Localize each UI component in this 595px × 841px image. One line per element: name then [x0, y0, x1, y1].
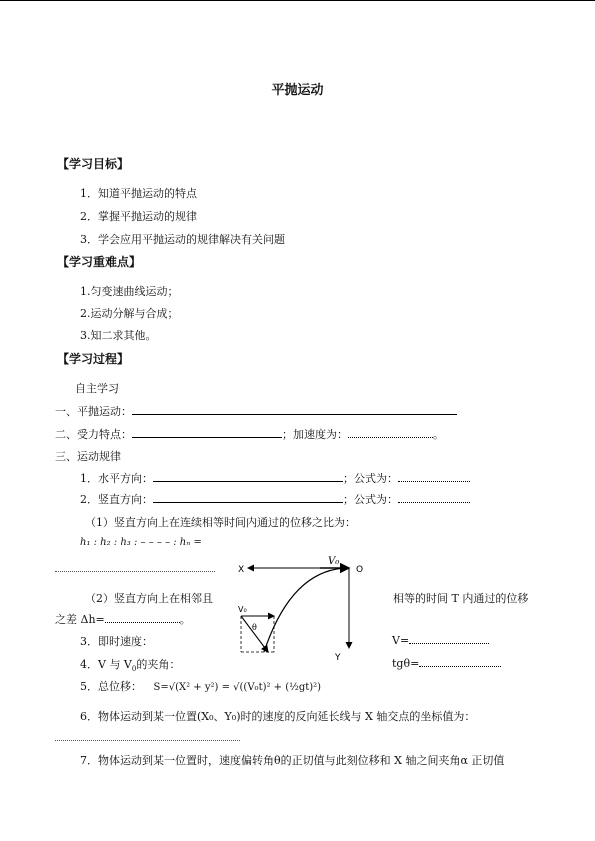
adjacent-question-b: 相等的时间 T 内通过的位移 — [393, 592, 529, 605]
ratio-question: （1）竖直方向上在连续相等时间内通过的位移之比为： — [85, 516, 356, 529]
angle-subscript: 0 — [131, 665, 137, 674]
tg-equals: tgθ= — [392, 657, 420, 670]
ratio-formula: h₁ : h₂ : h₃ : – – – – : hₙ = — [80, 537, 202, 548]
tan-answer — [392, 656, 501, 670]
period: 。 — [179, 613, 191, 626]
answer-blank[interactable] — [105, 612, 180, 623]
adjacent-question-c — [55, 611, 191, 627]
goal-item: 1．知道平抛运动的特点 — [80, 187, 197, 200]
question-2 — [55, 426, 444, 442]
section-process-heading: 【学习过程】 — [57, 352, 130, 366]
answer-blank[interactable] — [153, 492, 343, 503]
question-6: 6．物体运动到某一位置(X₀、Y₀)时的速度的反向延长线与 X 轴交点的坐标值为： — [80, 710, 476, 723]
goal-item: 2．掌握平抛运动的规律 — [80, 210, 197, 223]
question-1-label: 一、平抛运动： — [55, 405, 132, 418]
horizontal-direction — [80, 470, 470, 486]
theta-label: θ — [252, 623, 257, 632]
answer-blank[interactable] — [132, 404, 457, 415]
goal-item: 3．学会应用平抛运动的规律解决有关问题 — [80, 233, 285, 246]
difficulty-item: 1.匀变速曲线运动； — [80, 285, 179, 298]
total-displacement-label: 5．总位移： — [80, 680, 142, 693]
question-2-label: 二、受力特点： — [55, 428, 132, 441]
formula-label: ；公式为： — [343, 472, 398, 485]
velocity-answer — [392, 633, 489, 647]
answer-blank[interactable] — [398, 471, 470, 482]
answer-blank[interactable] — [398, 492, 470, 503]
answer-blank[interactable] — [419, 656, 501, 667]
total-displacement — [80, 678, 321, 694]
answer-line[interactable] — [55, 571, 215, 573]
velocity-arrow — [241, 616, 268, 652]
y-label: Y — [335, 653, 341, 662]
horizontal-direction-label: 1．水平方向： — [80, 472, 153, 485]
vo-label: V₀ — [238, 605, 247, 614]
angle-text: 4．V 与 V — [80, 658, 132, 671]
page-title: 平抛运动 — [271, 83, 324, 98]
answer-blank[interactable] — [348, 427, 433, 438]
answer-blank[interactable] — [132, 427, 282, 438]
period: 。 — [433, 428, 444, 441]
instant-speed-label: 3．即时速度： — [80, 635, 153, 648]
x-label: X — [238, 565, 245, 575]
delta-h-label: 之差 Δh= — [55, 613, 105, 626]
self-study-label: 自主学习 — [75, 382, 119, 395]
trajectory-curve — [264, 568, 349, 652]
v-equals: V= — [392, 634, 410, 647]
angle-label — [80, 656, 180, 673]
adjacent-question-a: （2）竖直方向上在相邻且 — [85, 592, 213, 605]
projectile-diagram — [232, 552, 372, 662]
section-difficulties-heading: 【学习重难点】 — [57, 255, 142, 269]
angle-text-end: 的夹角： — [136, 658, 181, 671]
vertical-direction — [80, 491, 470, 507]
difficulty-item: 2.运动分解与合成； — [80, 307, 179, 320]
question-1 — [55, 403, 457, 419]
formula-label: ；公式为： — [343, 493, 398, 506]
answer-blank[interactable] — [153, 471, 343, 482]
difficulty-item: 3.知二求其他。 — [80, 329, 157, 342]
section-goals-heading: 【学习目标】 — [57, 157, 130, 171]
acceleration-label: ；加速度为： — [282, 428, 348, 441]
o-label: O — [356, 565, 364, 575]
question-7: 7．物体运动到某一位置时，速度偏转角θ的正切值与此刻位移和 X 轴之间夹角α 正切值 — [80, 754, 505, 767]
vertical-direction-label: 2．竖直方向： — [80, 493, 153, 506]
question-3-label: 三、运动规律 — [55, 450, 121, 463]
displacement-formula: S=√(X² + y²) = √((V₀t)² + (½gt)²) — [153, 682, 322, 693]
answer-blank[interactable] — [409, 633, 489, 644]
header-rule — [0, 0, 595, 1]
v0-label: V₀ — [328, 556, 340, 567]
answer-line[interactable] — [55, 740, 240, 742]
